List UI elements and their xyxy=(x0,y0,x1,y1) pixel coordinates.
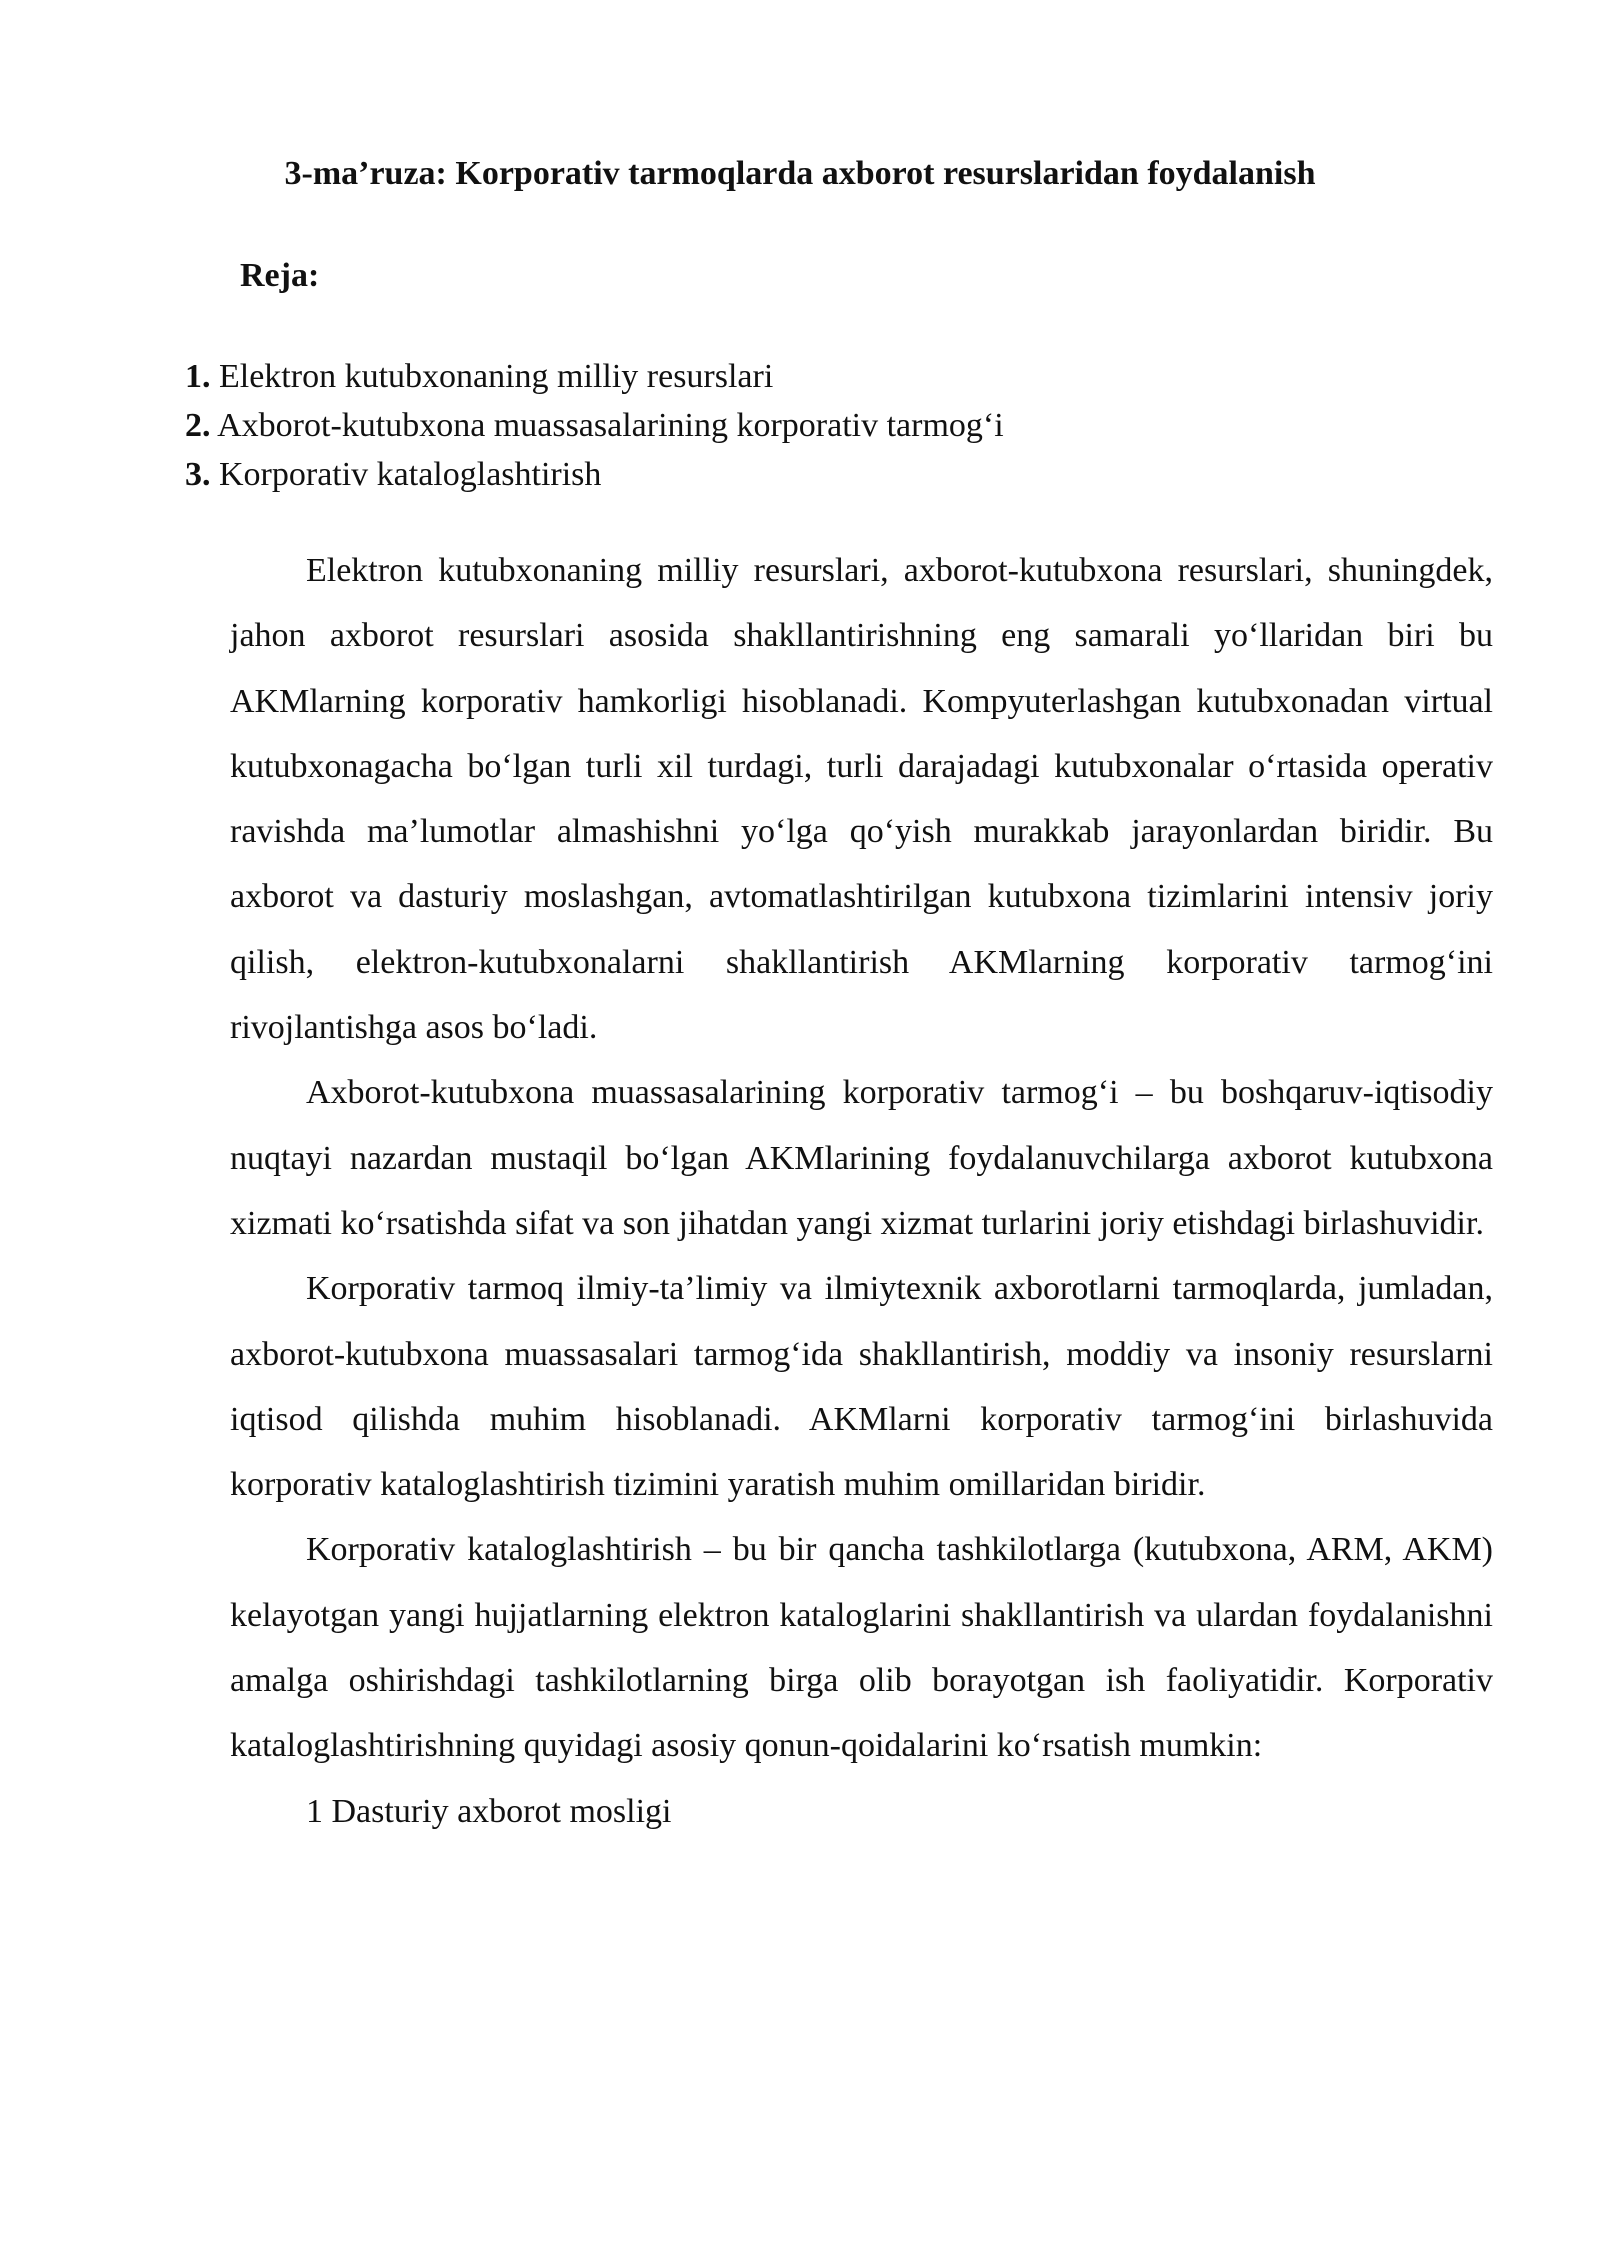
plan-item xyxy=(185,450,1004,499)
plan-item xyxy=(185,401,1004,450)
paragraph-corporate-network-definition: Axborot-kutubxona muassasalarining korporativ tarmog‘i – bu boshqaruv-iqtisodiy nuqtayi nazardan mustaqil bo‘lgan AKMlarining foydalanuvchilarga axborot kutubxona xizmati ko‘rsatishda sifat va son jihatdan yangi xizmat turlarini joriy etishdagi birlashuvidir. xyxy=(230,1074,1493,1242)
paragraph-principle-item: 1 Dasturiy axborot mosligi xyxy=(306,1792,672,1830)
plan-heading: Reja: xyxy=(240,257,320,294)
body-text xyxy=(230,538,1493,1844)
plan-item-number: 3. xyxy=(185,456,211,493)
paragraph-corporate-cataloguing: Korporativ kataloglashtirish – bu bir qancha tashkilotlarga (kutubxona, ARM, AKM) kelayotgan yangi hujjatlarning elektron kataloglarini shakllantirish va ulardan foydalanishni amalga oshirishdagi tashkilotlarning birga olib borayotgan ish faoliyatidir. Korporativ kataloglashtirishning quyidagi asosiy qonun-qoidalarini ko‘rsatish mumkin: xyxy=(230,1531,1493,1765)
plan-item-number: 2. xyxy=(185,407,211,444)
plan-list xyxy=(185,352,1004,499)
plan-item-text: Elektron kutubxonaning milliy resurslari xyxy=(219,358,774,395)
plan-item xyxy=(185,352,1004,401)
plan-item-text: Axborot-kutubxona muassasalarining korporativ tarmog‘i xyxy=(217,407,1004,444)
plan-item-text: Korporativ kataloglashtirish xyxy=(219,456,602,493)
lecture-title: 3-ma’ruza: Korporativ tarmoqlarda axborot resurslaridan foydalanish xyxy=(284,155,1316,192)
paragraph-corporate-network-importance: Korporativ tarmoq ilmiy-ta’limiy va ilmiytexnik axborotlarni tarmoqlarda, jumladan, axborot-kutubxona muassasalari tarmog‘ida shakllantirish, moddiy va insoniy resurslarni iqtisod qilishda muhim hisoblanadi. AKMlarni korporativ tarmog‘ini birlashuvida korporativ kataloglashtirish tizimini yaratish muhim omillaridan biridir. xyxy=(230,1270,1493,1504)
paragraph-electronic-library-resources: Elektron kutubxonaning milliy resurslari, axborot-kutubxona resurslari, shuningdek, jahon axborot resurslari asosida shakllantirishning eng samarali yo‘llaridan biri bu AKMlarning korporativ hamkorligi hisoblanadi. Kompyuterlashgan kutubxonadan virtual kutubxonagacha bo‘lgan turli xil turdagi, turli darajadagi kutubxonalar o‘rtasida operativ ravishda ma’lumotlar almashishni yo‘lga qo‘yish murakkab jarayonlardan biridir. Bu axborot va dasturiy moslashgan, avtomatlashtirilgan kutubxona tizimlarini intensiv joriy qilish, elektron-kutubxonalarni shakllantirish AKMlarning korporativ tarmog‘ini rivojlantishga asos bo‘ladi. xyxy=(230,552,1493,1047)
plan-item-number: 1. xyxy=(185,358,211,395)
